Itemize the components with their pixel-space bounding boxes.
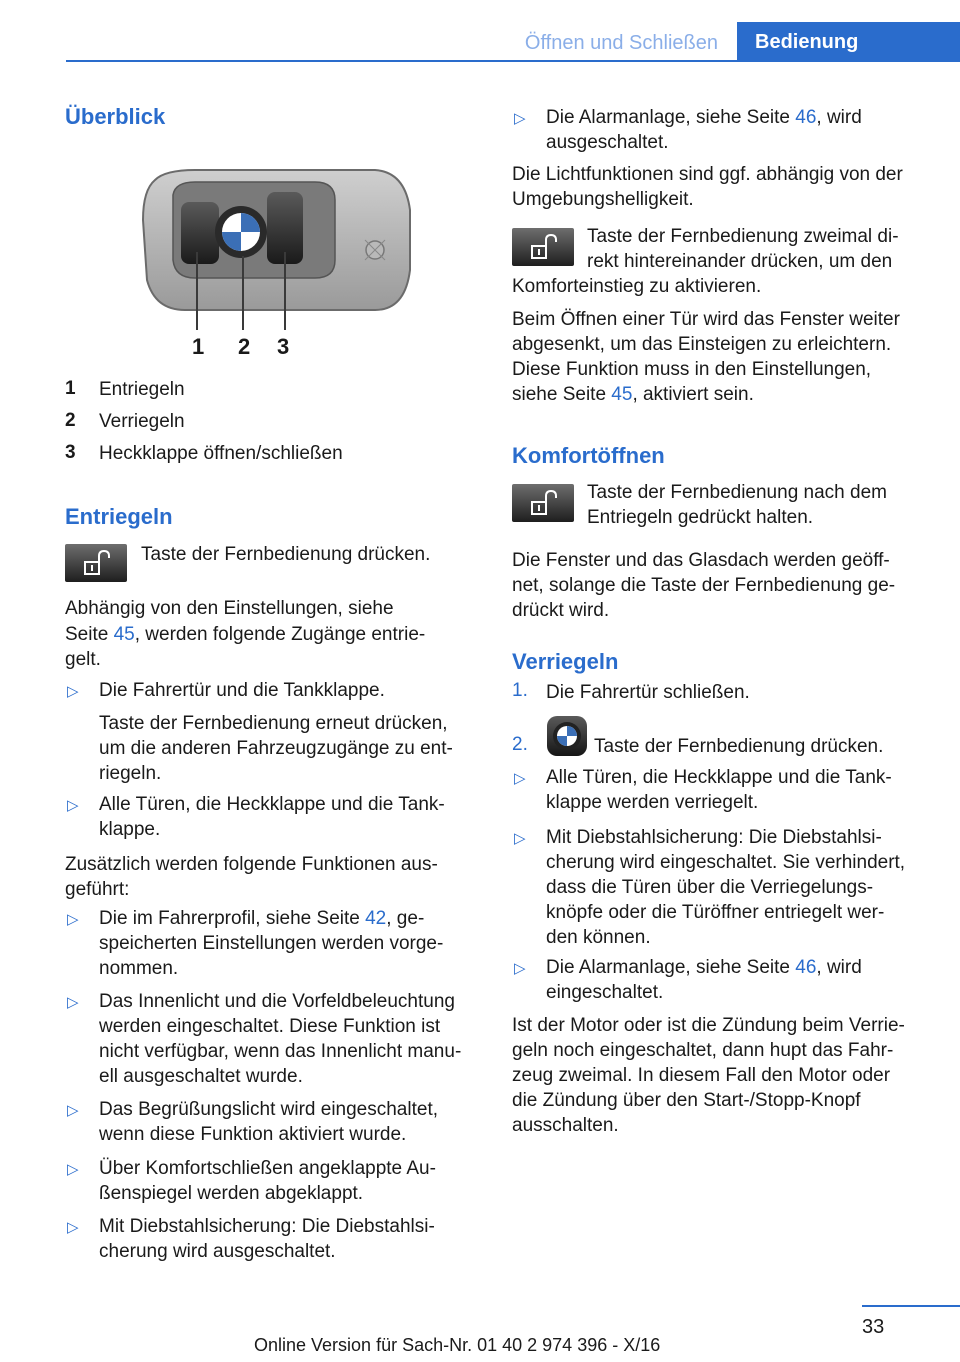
header-section-title: Öffnen und Schließen xyxy=(524,32,718,54)
bullet-text xyxy=(546,955,862,981)
bullet-text: cherung wird eingeschaltet. Sie verhindert, xyxy=(546,852,906,873)
footer-rule xyxy=(862,1305,960,1307)
legend-label: Verriegeln xyxy=(99,411,185,432)
legend-num: 1 xyxy=(65,378,76,399)
bullet-sub-text: riegeln. xyxy=(99,763,162,784)
zusaetzlich-line-1: Zusätzlich werden folgende Funktionen aus- xyxy=(65,854,438,875)
text: , wird xyxy=(816,107,862,128)
page-link-45[interactable]: 45 xyxy=(611,384,633,405)
heading-ueberblick: Überblick xyxy=(65,104,166,129)
key-fob-illustration xyxy=(135,160,415,360)
bullet-text: nicht verfügbar, wenn das Innenlicht manu- xyxy=(99,1041,462,1062)
bullet-text: Das Innenlicht und die Vorfeldbeleuchtung xyxy=(99,991,455,1012)
bullet-text: Mit Diebstahlsicherung: Die Diebstahlsi- xyxy=(546,827,882,848)
bullet-sub-text: Taste der Fernbedienung erneut drücken, xyxy=(99,713,448,734)
step-number: 2. xyxy=(512,734,528,755)
abh-line-2 xyxy=(65,622,425,648)
komfort-line-1: Taste der Fernbedienung nach dem xyxy=(587,482,887,503)
bullet-triangle-icon: ▷ xyxy=(67,1102,79,1119)
callout-1: 1 xyxy=(192,334,205,359)
bullet-text: Alle Türen, die Heckklappe und die Tank- xyxy=(546,767,892,788)
heading-komfortoeffnen: Komfortöffnen xyxy=(512,443,665,468)
unlock-button-icon xyxy=(512,228,574,266)
step-number: 1. xyxy=(512,680,528,701)
bullet-text: ausgeschaltet. xyxy=(546,132,669,153)
bullet-text: Alle Türen, die Heckklappe und die Tank- xyxy=(99,794,445,815)
motor-line-3: zeug zweimal. In diesem Fall den Motor oder xyxy=(512,1065,891,1086)
fenster-line-2: abgesenkt, um das Einsteigen zu erleichtern. xyxy=(512,334,892,355)
bullet-triangle-icon: ▷ xyxy=(514,830,526,847)
text: , ge- xyxy=(386,908,425,929)
unlock-button-icon xyxy=(65,544,127,582)
bullet-triangle-icon: ▷ xyxy=(67,683,79,700)
callout-2: 2 xyxy=(238,334,251,359)
step-text: Die Fahrertür schließen. xyxy=(546,682,750,703)
zweimal-line-3: Komforteinstieg zu aktivieren. xyxy=(512,276,762,297)
bullet-text: nommen. xyxy=(99,958,179,979)
text: , werden folgende Zugänge entrie- xyxy=(134,624,426,645)
text: Seite xyxy=(65,624,114,645)
header-tab-bedienung[interactable]: Bedienung xyxy=(737,22,960,62)
bullet-text: werden eingeschaltet. Diese Funktion ist xyxy=(99,1016,441,1037)
text: Die Alarmanlage, siehe Seite xyxy=(546,957,796,978)
motor-line-4: die Zündung über den Start-/Stopp-Knopf xyxy=(512,1090,861,1111)
fenster-line-1: Beim Öffnen einer Tür wird das Fenster weiter xyxy=(512,309,900,330)
abh-line-1: Abhängig von den Einstellungen, siehe xyxy=(65,598,394,619)
bullet-text: cherung wird ausgeschaltet. xyxy=(99,1241,336,1262)
zweimal-line-1: Taste der Fernbedienung zweimal di- xyxy=(587,226,899,247)
bullet-text: ßenspiegel werden abgeklappt. xyxy=(99,1183,364,1204)
bullet-triangle-icon: ▷ xyxy=(67,1161,79,1178)
text: siehe Seite xyxy=(512,384,612,405)
glasdach-line-1: Die Fenster und das Glasdach werden geöff- xyxy=(512,550,890,571)
legend-num: 2 xyxy=(65,410,76,431)
bullet-text xyxy=(546,105,862,131)
bullet-text: wenn diese Funktion aktiviert wurde. xyxy=(99,1124,407,1145)
licht-line-2: Umgebungshelligkeit. xyxy=(512,189,694,210)
legend-num: 3 xyxy=(65,442,76,463)
fenster-line-3: Diese Funktion muss in den Einstellungen, xyxy=(512,359,872,380)
bullet-text: Mit Diebstahlsicherung: Die Diebstahlsi- xyxy=(99,1216,435,1237)
bullet-triangle-icon: ▷ xyxy=(67,911,79,928)
legend-label: Entriegeln xyxy=(99,379,185,400)
page-link-42[interactable]: 42 xyxy=(365,908,387,929)
bullet-sub-text: um die anderen Fahrzeugzugänge zu ent- xyxy=(99,738,453,759)
motor-line-1: Ist der Motor oder ist die Zündung beim Verrie- xyxy=(512,1015,905,1036)
abh-line-3: gelt. xyxy=(65,649,101,670)
zweimal-line-2: rekt hintereinander drücken, um den xyxy=(587,251,893,272)
bullet-text: speicherten Einstellungen werden vorge- xyxy=(99,933,444,954)
bullet-text: den können. xyxy=(546,927,651,948)
page-link-45[interactable]: 45 xyxy=(113,624,135,645)
bmw-lock-button-icon xyxy=(546,715,588,757)
bullet-text: knöpfe oder die Türöffner entriegelt wer- xyxy=(546,902,885,923)
text: , wird xyxy=(816,957,862,978)
motor-line-2: geln noch eingeschaltet, dann hupt das Fahr- xyxy=(512,1040,894,1061)
fenster-line-4 xyxy=(512,382,754,408)
zusaetzlich-line-2: geführt: xyxy=(65,879,130,900)
glasdach-line-2: net, solange die Taste der Fernbedienung ge- xyxy=(512,575,896,596)
glasdach-line-3: drückt wird. xyxy=(512,600,610,621)
bullet-triangle-icon: ▷ xyxy=(514,110,526,127)
step-text: Taste der Fernbedienung drücken. xyxy=(594,736,884,757)
bullet-text: dass die Türen über die Verriegelungs- xyxy=(546,877,874,898)
heading-entriegeln: Entriegeln xyxy=(65,504,173,529)
bullet-triangle-icon: ▷ xyxy=(67,1219,79,1236)
licht-line-1: Die Lichtfunktionen sind ggf. abhängig von der xyxy=(512,164,903,185)
bullet-text: Das Begrüßungslicht wird eingeschaltet, xyxy=(99,1099,439,1120)
bullet-text xyxy=(99,906,424,932)
bullet-text: Die Fahrertür und die Tankklappe. xyxy=(99,680,385,701)
motor-line-5: ausschalten. xyxy=(512,1115,619,1136)
unlock-button-icon xyxy=(512,484,574,522)
page-link-46[interactable]: 46 xyxy=(795,107,817,128)
bullet-text: klappe werden verriegelt. xyxy=(546,792,759,813)
bullet-triangle-icon: ▷ xyxy=(514,960,526,977)
bullet-triangle-icon: ▷ xyxy=(514,770,526,787)
page-link-46[interactable]: 46 xyxy=(795,957,817,978)
entriegeln-key-text: Taste der Fernbedienung drücken. xyxy=(141,544,431,565)
callout-3: 3 xyxy=(277,334,290,359)
bullet-text: klappe. xyxy=(99,819,161,840)
bullet-triangle-icon: ▷ xyxy=(67,797,79,814)
page-number: 33 xyxy=(862,1316,885,1338)
text: Die im Fahrerprofil, siehe Seite xyxy=(99,908,366,929)
komfort-line-2: Entriegeln gedrückt halten. xyxy=(587,507,814,528)
legend-label: Heckklappe öffnen/schließen xyxy=(99,443,343,464)
footer-online-version: Online Version für Sach-Nr. 01 40 2 974 396 - X/16 xyxy=(254,1335,661,1355)
bullet-text: ell ausgeschaltet wurde. xyxy=(99,1066,303,1087)
bullet-text: Über Komfortschließen angeklappte Au- xyxy=(99,1158,436,1179)
text: , aktiviert sein. xyxy=(632,384,754,405)
bullet-text: eingeschaltet. xyxy=(546,982,664,1003)
text: Die Alarmanlage, siehe Seite xyxy=(546,107,796,128)
heading-verriegeln: Verriegeln xyxy=(512,649,619,674)
header-rule xyxy=(66,60,960,62)
bullet-triangle-icon: ▷ xyxy=(67,994,79,1011)
